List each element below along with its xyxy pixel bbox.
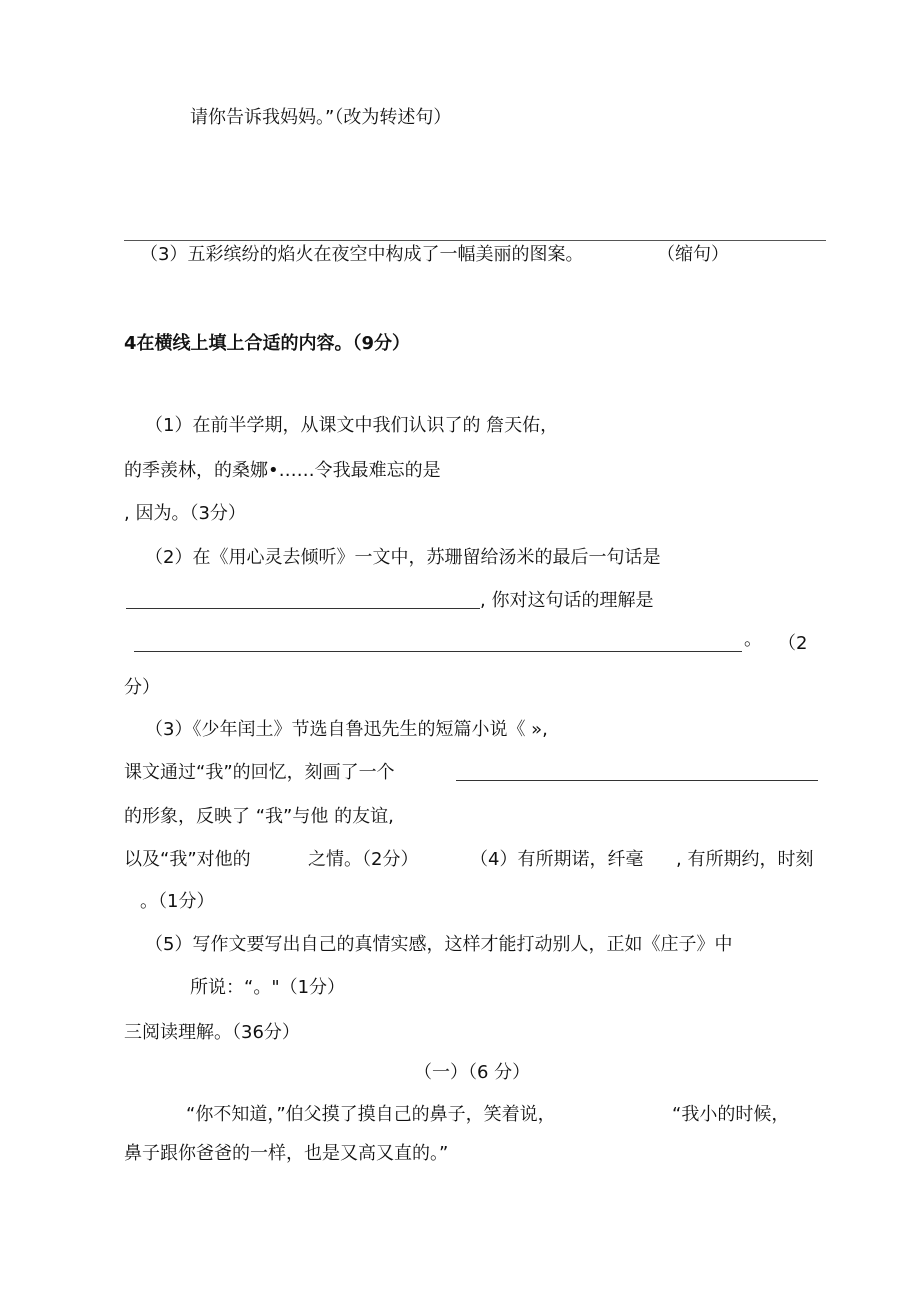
question-3-instruction: （缩句） (657, 244, 729, 265)
item-2-line-a: （2）在《用心灵去倾听》一文中，苏珊留给汤米的最后一句话是 (145, 547, 661, 568)
answer-rule (124, 240, 826, 241)
passage-line-c: 鼻子跟你爸爸的一样，也是又高又直的。” (124, 1143, 449, 1164)
passage-line-a: “你不知道，”伯父摸了摸自己的鼻子，笑着说， (186, 1104, 556, 1125)
item-3-line-d: 以及“我”对他的 (124, 849, 251, 870)
item-4-line-b: , 有所期约，时刻 (676, 849, 814, 870)
item-4-line-a: （4）有所期诺，纤毫 (470, 849, 644, 870)
item-5-line-a: （5）写作文要写出自己的真情实感，这样才能打动别人，正如《庄子》中 (145, 934, 733, 955)
rewrite-sentence-line: 请你告诉我妈妈。”（改为转述句） (190, 107, 452, 128)
item-3-line-a: （3）《少年闰土》节选自鲁迅先生的短篇小说《 », (145, 719, 548, 740)
answer-blank[interactable] (126, 590, 480, 609)
passage-1-heading: （一）（6 分） (414, 1062, 531, 1083)
item-2-score-b: 分） (124, 677, 160, 698)
item-3-line-e: 之情。（2分） (308, 849, 419, 870)
item-1-line-b: 的季羡林，的桑娜•……令我最难忘的是 (124, 460, 441, 481)
item-2-line-b: , 你对这句话的理解是 (480, 590, 654, 611)
item-1-line-a: （1）在前半学期，从课文中我们认识了的 詹天佑， (145, 415, 559, 436)
item-1-line-c: , 因为。（3分） (124, 503, 246, 524)
item-3-line-b: 课文通过“我”的回忆，刻画了一个 (124, 762, 395, 783)
question-3-line: （3）五彩缤纷的焰火在夜空中构成了一幅美丽的图案。 (140, 244, 584, 265)
section-4-heading: 4在横线上填上合适的内容。（9分） (124, 333, 411, 354)
section-3-heading: 三阅读理解。（36分） (124, 1022, 300, 1043)
answer-blank[interactable] (134, 633, 742, 652)
item-5-line-b: 所说：“。"（1分） (190, 977, 346, 998)
item-3-line-c: 的形象，反映了 “我”与他 的友谊, (124, 806, 394, 827)
item-2-score-a: （2 (778, 633, 808, 654)
item-4-line-c: 。（1分） (140, 891, 215, 912)
answer-blank[interactable] (456, 762, 818, 781)
item-2-line-c-end: 。 (744, 629, 762, 650)
passage-line-b: “我小的时候， (672, 1104, 790, 1125)
